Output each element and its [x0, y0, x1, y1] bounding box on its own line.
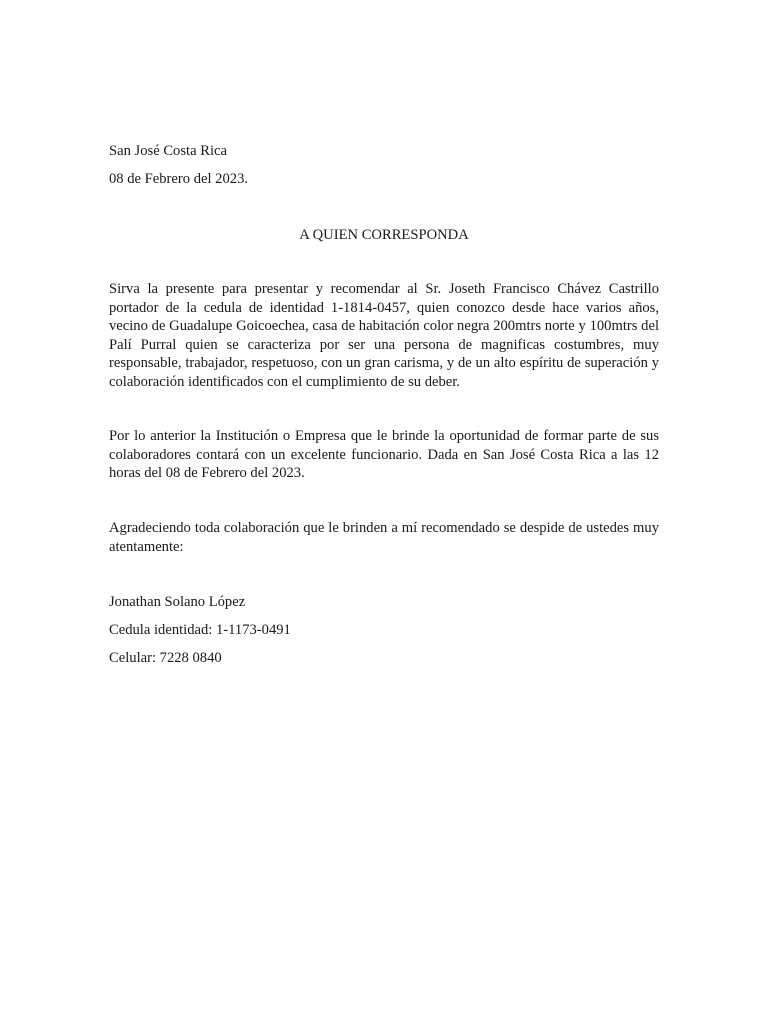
letter-paragraph-1: Sirva la presente para presentar y recomendar al Sr. Joseth Francisco Chávez Castrillo portador de la cedula de identidad 1-1814-0457, quien conozco desde hace varios años, vecino de Guadalupe Goicoechea, casa de habitación color negra 200mtrs norte y 100mtrs del Palí Purral quien se caracteriza por ser una persona de magnificas costumbres, muy responsable, trabajador, respetuoso, con un gran carisma, y de un alto espíritu de superación y colaboración identificados con el cumplimiento de su deber. — [109, 281, 659, 390]
signer-id: Cedula identidad: 1-1173-0491 — [109, 622, 291, 638]
signer-phone: Celular: 7228 0840 — [109, 650, 222, 666]
signer-name: Jonathan Solano López — [109, 594, 246, 610]
letter-place: San José Costa Rica — [109, 143, 227, 159]
letter-salutation: A QUIEN CORRESPONDA — [299, 227, 469, 243]
letter-paragraph-3: Agradeciendo toda colaboración que le brinden a mí recomendado se despide de ustedes muy atentamente: — [109, 520, 659, 555]
letter-date: 08 de Febrero del 2023. — [109, 171, 249, 187]
letter-paragraph-2: Por lo anterior la Institución o Empresa que le brinde la oportunidad de formar parte de sus colaboradores contará con un excelente funcionario. Dada en San José Costa Rica a las 12 horas del 08 de Febrero del 2023. — [109, 428, 659, 482]
